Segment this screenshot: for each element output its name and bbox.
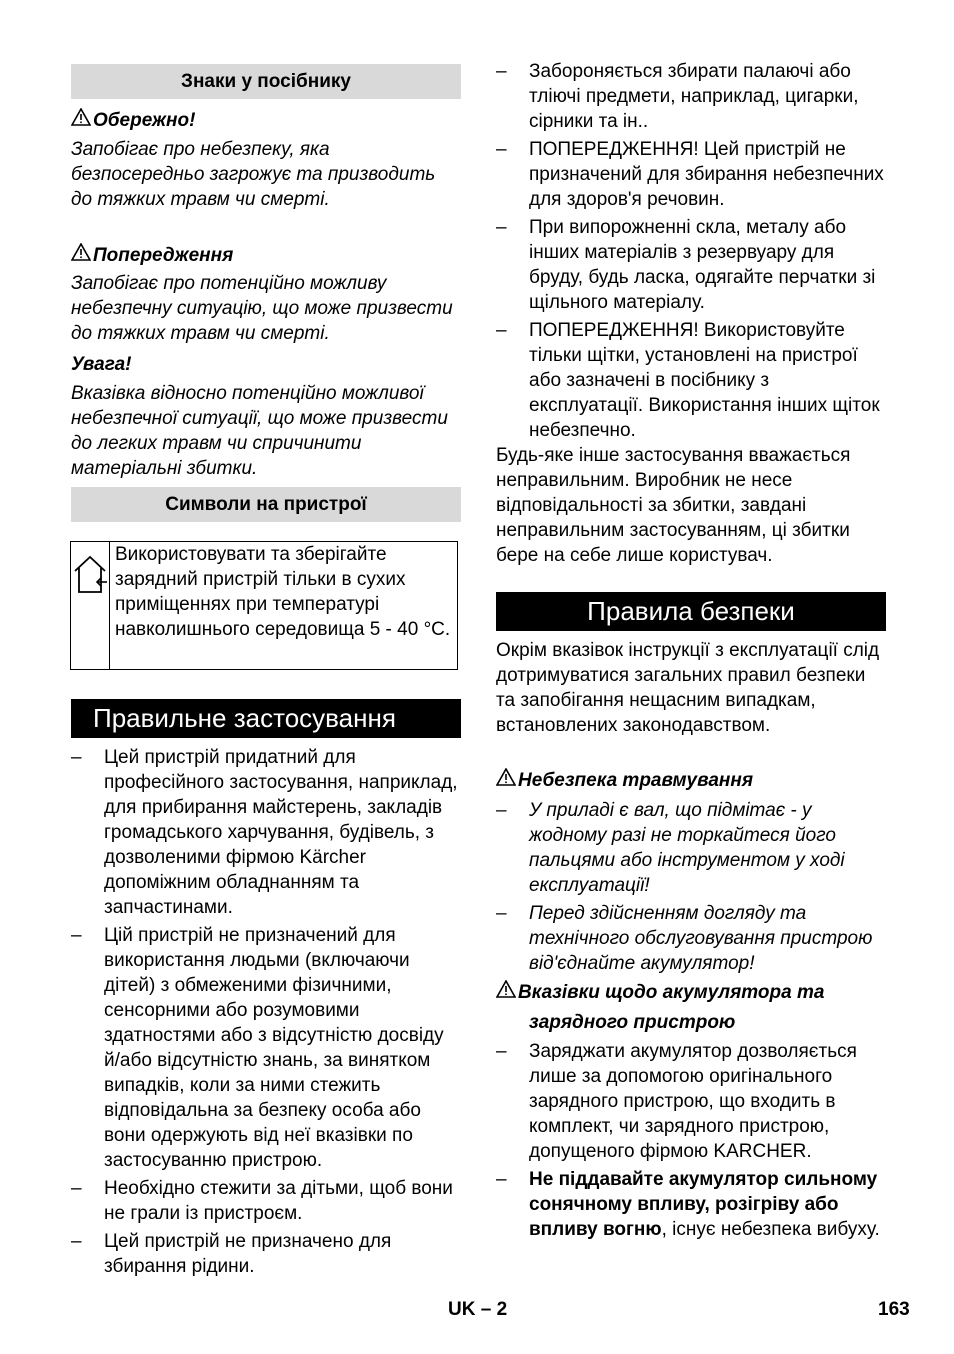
symbol-description: Використовувати та зберігайте зарядний пристрій тільки в сухих приміщеннях при температурі навколишнього середовища 5 - 40 °C. [115,544,451,640]
caution-title: Увага! [71,354,132,375]
warning-text: Запобігає про потенційно можливу небезпечну ситуацію, що може призвести до тяжких травм чи смерті. [71,273,453,344]
warning-triangle-icon [71,243,93,268]
battery-heading [496,980,886,1035]
proper-use-list-continued [496,59,886,446]
section-title-safety: Правила безпеки [496,592,886,631]
battery-warning-rest: , існує небезпека вибуху. [661,1219,880,1240]
safety-intro: Окрім вказівок інструкції з експлуатації слід дотримуватися загальних правил безпеки та запобігання нещасним випадкам, встановлених законодавством. [496,640,880,736]
danger-title: Обережно! [93,110,196,131]
battery-title-line2: зарядного пристрою [529,1012,736,1033]
battery-title-line1: Вказівки щодо акумулятора та [518,982,825,1003]
warning-title: Попередження [93,245,234,266]
list-item [496,1167,886,1242]
danger-text: Запобігає про небезпеку, яка безпосередньо загрожує та призводить до тяжких травм чи смерті. [71,139,436,210]
list-item: – Необхідно стежити за дітьми, щоб вони не грали із пристроєм. [71,1176,463,1226]
injury-list [496,798,886,979]
list-item: – ПОПЕРЕДЖЕННЯ! Використовуйте тільки щітки, установлені на пристрої або зазначені в посібнику з експлуатації. Використання інших щіток небезпечно. [496,318,886,443]
section-title-symbols: Символи на пристрої [71,487,461,522]
indoor-house-icon [71,554,109,669]
battery-list [496,1039,886,1245]
list-item: – Цей пристрій придатний для професійного застосування, наприклад, для прибирання майстерень, закладів громадського харчування, будівель, з дозволеними фірмою Kärcher допоміжним обладнанням та запчастинами. [71,745,463,920]
danger-heading [71,108,461,133]
section-title-signs: Знаки у посібнику [71,64,461,99]
list-item: – Перед здійсненням догляду та технічного обслуговування пристрою від'єднайте акумулятор! [496,901,886,976]
injury-heading [496,768,886,793]
warning-triangle-icon [496,768,518,793]
list-item: – Забороняється збирати палаючі або тліючі предмети, наприклад, цигарки, сірники та ін.. [496,59,886,134]
misuse-text: Будь-яке інше застосування вважається неправильним. Виробник не несе відповідальності за збитки, завдані неправильним застосуванням, ці збитки бере на себе лише користувач. [496,445,851,566]
footer-page-number: 163 [878,1299,910,1320]
list-item: – Заряджати акумулятор дозволяється лише за допомогою оригінального зарядного пристрою, що входить в комплект, чи зарядного пристрою, допущеного фірмою KARCHER. [496,1039,886,1164]
warning-triangle-icon [496,980,518,1005]
list-item: – При випорожненні скла, металу або інших матеріалів з резервуару для бруду, будь ласка, одягайте перчатки зі щільного матеріалу. [496,215,886,315]
list-item: – Цій пристрій не призначений для використання людьми (включаючи дітей) з обмеженими фізичними, сенсорними або розумовими здатностями або з відсутністю досвіду й/або відсутністю знань, за винятком випадків, коли за ними стежить відповідальна за безпеку особа або вони одержують від неї вказівки по застосуванню пристрою. [71,923,463,1173]
injury-title: Небезпека травмування [518,770,754,791]
list-item: – ПОПЕРЕДЖЕННЯ! Цей пристрій не призначений для збирання небезпечних для здоров'я речовин. [496,137,886,212]
proper-use-list [71,745,463,1282]
list-item: – У приладі є вал, що підмітає - у жодному разі не торкайтеся його пальцями або інструментом у ході експлуатації! [496,798,886,898]
section-title-proper-use: Правильне застосування [71,699,461,738]
list-item: – Цей пристрій не призначено для збирання рідини. [71,1229,463,1279]
footer-language-page: UK – 2 [448,1299,508,1320]
symbol-table [70,541,458,670]
symbol-icon-cell [71,542,110,669]
caution-text: Вказівка відносно потенційно можливої небезпечної ситуації, що може призвести до легких травм чи спричинити матеріальні збитки. [71,383,448,479]
warning-heading [71,243,461,268]
battery-warning-bold: Не піддавайте акумулятор сильному сонячному впливу, розігріву або впливу вогню [529,1169,878,1240]
warning-triangle-icon [71,108,93,133]
